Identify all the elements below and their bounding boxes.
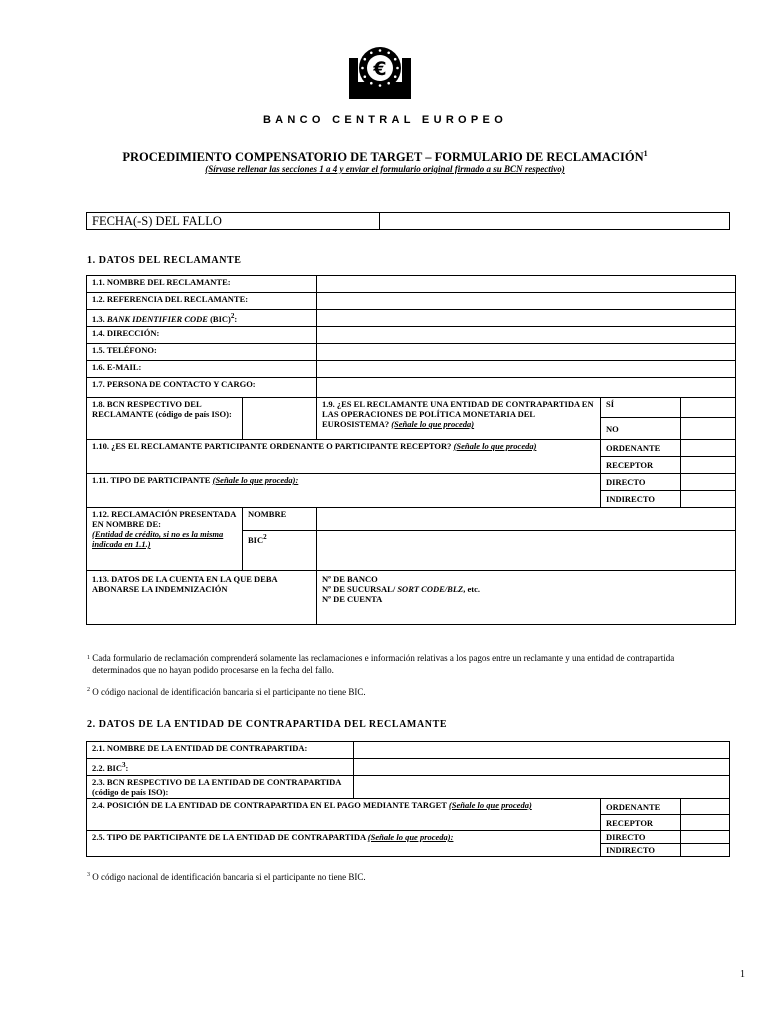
footnote-text: Cada formulario de reclamación comprenderá solamente las reclamaciones e información relativas a los pagos entre un reclamante y una entidad de contrapartida determinados que no hayan podido procesarse en la fecha del fallo. <box>92 653 675 675</box>
field-1-1-label: 1.1. NOMBRE DEL RECLAMANTE: <box>87 276 317 293</box>
field-1-10-text: 1.10. ¿ES EL RECLAMANTE PARTICIPANTE ORDENANTE O PARTICIPANTE RECEPTOR? <box>92 441 452 451</box>
field-1-11-label <box>87 474 601 508</box>
field-2-2-input[interactable] <box>354 759 730 776</box>
field-2-5-note: (Señale lo que proceda): <box>367 832 454 842</box>
footnote-number: 3 <box>87 872 90 878</box>
option2-indirecto-box[interactable] <box>681 844 730 857</box>
form-title <box>0 149 770 165</box>
fecha-input[interactable] <box>380 213 730 230</box>
field-1-5-input[interactable] <box>317 344 736 361</box>
fecha-table <box>86 212 730 230</box>
option-directo-label: DIRECTO <box>601 474 681 491</box>
sucursal-prefix: Nº DE SUCURSAL/ <box>322 584 398 594</box>
field-1-2-label: 1.2. REFERENCIA DEL RECLAMANTE: <box>87 293 317 310</box>
bic-input[interactable] <box>317 531 736 571</box>
field-1-8-label: 1.8. BCN RESPECTIVO DEL RECLAMANTE (código de país ISO): <box>87 398 243 440</box>
field-1-13-label: 1.13. DATOS DE LA CUENTA EN LA QUE DEBA ABONARSE LA INDEMNIZACIÓN <box>87 571 317 625</box>
ecb-euro-seal-icon <box>349 44 411 99</box>
svg-text:€: € <box>373 58 387 80</box>
option-ordenante-label: ORDENANTE <box>601 440 681 457</box>
field-1-4-label: 1.4. DIRECCIÓN: <box>87 327 317 344</box>
section2-table <box>86 741 730 857</box>
field-2-3-input[interactable] <box>354 776 730 799</box>
option2-directo-box[interactable] <box>681 831 730 844</box>
bic-label <box>243 531 317 571</box>
footnote-ref: 2 <box>230 312 235 320</box>
field-1-11-note: (Señale lo que proceda): <box>212 475 299 485</box>
field-1-13-details[interactable] <box>317 571 736 625</box>
footnote-text: O código nacional de identificación bancaria si el participante no tiene BIC. <box>92 687 366 697</box>
option2-ordenante-label: ORDENANTE <box>601 799 681 815</box>
field-1-12-note: (Entidad de crédito, si no es la misma indicada en 1.1.) <box>92 529 224 549</box>
field-1-3-label <box>87 310 317 327</box>
option-receptor-box[interactable] <box>681 457 736 474</box>
nombre-input[interactable] <box>317 508 736 531</box>
field-1-4-input[interactable] <box>317 327 736 344</box>
field-2-2-text: 2.2. BIC <box>92 762 122 773</box>
field-2-4-label <box>87 799 601 831</box>
bank-name: BANCO CENTRAL EUROPEO <box>262 114 508 126</box>
option-directo-box[interactable] <box>681 474 736 491</box>
field-1-5-label: 1.5. TELÉFONO: <box>87 344 317 361</box>
footnote-number: 2 <box>87 687 90 693</box>
field-2-1-label: 2.1. NOMBRE DE LA ENTIDAD DE CONTRAPARTIDA: <box>87 742 354 759</box>
option2-directo-label: DIRECTO <box>601 831 681 844</box>
field-1-3-prefix: 1.3. <box>92 313 107 324</box>
field-1-3-suffix: (BIC) <box>207 313 231 324</box>
field-1-3-input[interactable] <box>317 310 736 327</box>
field-1-12-text: 1.12. RECLAMACIÓN PRESENTADA EN NOMBRE DE: <box>92 509 236 529</box>
option2-receptor-label: RECEPTOR <box>601 815 681 831</box>
page-number: 1 <box>740 969 745 980</box>
field-2-1-input[interactable] <box>354 742 730 759</box>
field-1-11-text: 1.11. TIPO DE PARTICIPANTE <box>92 475 211 485</box>
bic-text: BIC <box>248 534 264 545</box>
field-1-10-note: (Señale lo que proceda) <box>453 441 537 451</box>
field-1-10-label <box>87 440 601 474</box>
field-1-9-label <box>317 398 601 440</box>
section1-heading: 1. DATOS DEL RECLAMANTE <box>87 255 242 266</box>
section2-heading: 2. DATOS DE LA ENTIDAD DE CONTRAPARTIDA DEL RECLAMANTE <box>87 719 448 730</box>
field-1-3-colon: : <box>234 313 238 324</box>
field-2-4-text: 2.4. POSICIÓN DE LA ENTIDAD DE CONTRAPARTIDA EN EL PAGO MEDIANTE TARGET <box>92 800 447 810</box>
fecha-label: FECHA(-S) DEL FALLO <box>87 213 380 230</box>
field-1-8-input[interactable] <box>243 398 317 440</box>
cuenta-label: Nº DE CUENTA <box>322 594 383 604</box>
field-1-6-input[interactable] <box>317 361 736 378</box>
option-si-box[interactable] <box>681 398 736 418</box>
field-2-4-note: (Señale lo que proceda) <box>448 800 532 810</box>
form-subtitle: (Sírvase rellenar las secciones 1 a 4 y enviar el formulario original firmado a su BCN respectivo) <box>205 164 565 174</box>
option-no-box[interactable] <box>681 418 736 440</box>
option-receptor-label: RECEPTOR <box>601 457 681 474</box>
option-si-label: SÍ <box>601 398 681 418</box>
field-1-9-note: (Señale lo que proceda) <box>391 419 475 429</box>
field-2-5-text: 2.5. TIPO DE PARTICIPANTE DE LA ENTIDAD DE CONTRAPARTIDA <box>92 832 366 842</box>
field-1-3-italic: BANK IDENTIFIER CODE <box>106 313 208 324</box>
field-1-7-label: 1.7. PERSONA DE CONTACTO Y CARGO: <box>87 378 317 398</box>
nombre-label: NOMBRE <box>243 508 317 531</box>
footnote-text: O código nacional de identificación bancaria si el participante no tiene BIC. <box>92 872 366 882</box>
footnote-1 <box>87 652 727 676</box>
footnote-2 <box>87 684 727 698</box>
option-indirecto-box[interactable] <box>681 491 736 508</box>
sucursal-label <box>322 584 730 594</box>
option-no-label: NO <box>601 418 681 440</box>
sucursal-suffix: , etc. <box>463 584 480 594</box>
banco-label: Nº DE BANCO <box>322 574 378 584</box>
section1-table <box>86 275 736 625</box>
form-title-text: PROCEDIMIENTO COMPENSATORIO DE TARGET – FORMULARIO DE RECLAMACIÓN <box>122 150 644 165</box>
field-2-3-label: 2.3. BCN RESPECTIVO DE LA ENTIDAD DE CONTRAPARTIDA (código de país ISO): <box>87 776 354 799</box>
field-2-5-label <box>87 831 601 857</box>
footnote-ref: 2 <box>263 533 267 541</box>
footnote-number: 1 <box>87 655 90 661</box>
field-1-2-input[interactable] <box>317 293 736 310</box>
field-1-7-input[interactable] <box>317 378 736 398</box>
option2-indirecto-label: INDIRECTO <box>601 844 681 857</box>
sucursal-italic: SORT CODE/BLZ <box>397 584 464 594</box>
footnote-ref: 3 <box>122 761 126 769</box>
option-ordenante-box[interactable] <box>681 440 736 457</box>
field-1-9-text: 1.9. ¿ES EL RECLAMANTE UNA ENTIDAD DE CONTRAPARTIDA EN LAS OPERACIONES DE POLÍTICA MONETARIA DEL EUROSISTEMA? <box>322 399 594 429</box>
option2-ordenante-box[interactable] <box>681 799 730 815</box>
footnote-ref: 1 <box>643 149 648 158</box>
field-1-1-input[interactable] <box>317 276 736 293</box>
field-2-2-colon: : <box>125 762 129 773</box>
footnote-3 <box>87 869 727 883</box>
field-1-6-label: 1.6. E-MAIL: <box>87 361 317 378</box>
option-indirecto-label: INDIRECTO <box>601 491 681 508</box>
option2-receptor-box[interactable] <box>681 815 730 831</box>
field-2-2-label <box>87 759 354 776</box>
field-1-12-label <box>87 508 243 571</box>
